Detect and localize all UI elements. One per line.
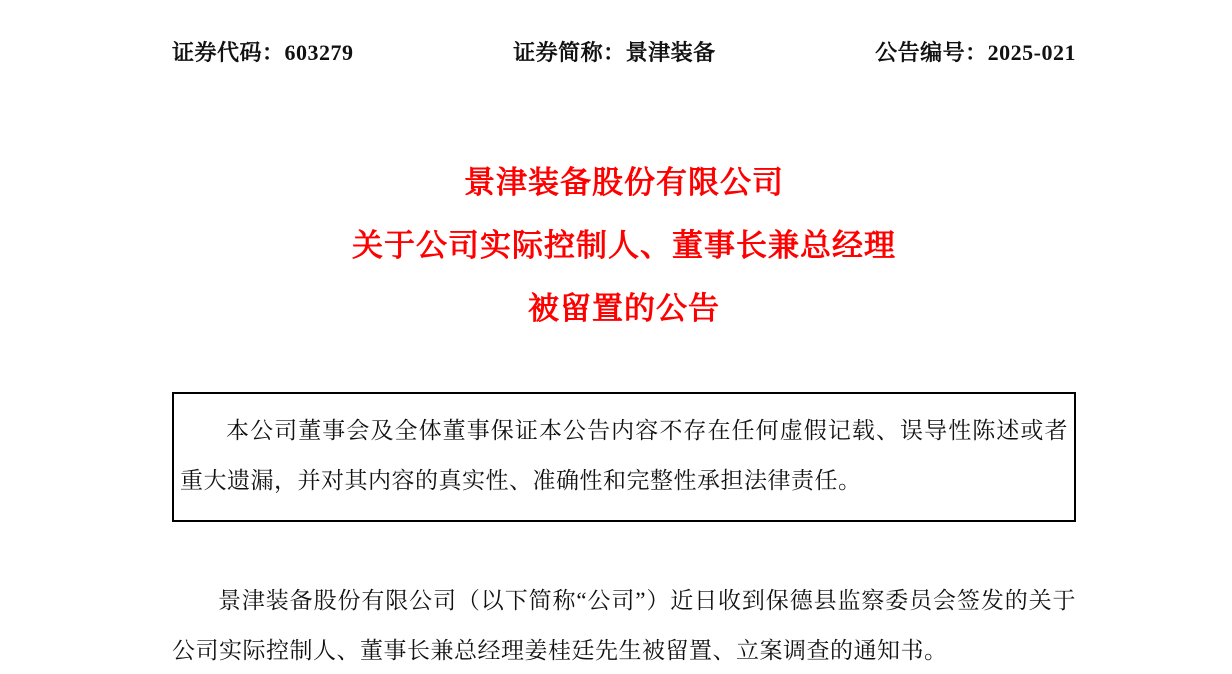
- announcement-number: 公告编号：2025-021: [875, 40, 1076, 65]
- disclaimer-text: 本公司董事会及全体董事保证本公告内容不存在任何虚假记载、误导性陈述或者重大遗漏，并对其内容的真实性、准确性和完整性承担法律责任。: [180, 418, 1068, 493]
- document-header-row: [172, 36, 1076, 67]
- body-section: [172, 576, 1076, 674]
- body-text: 景津装备股份有限公司（以下简称“公司”）近日收到保德县监察委员会签发的关于公司实际控制人、董事长兼总经理姜桂廷先生被留置、立案调查的通知书。: [172, 588, 1076, 663]
- title-line-2: 关于公司实际控制人、董事长兼总经理: [352, 228, 896, 263]
- stock-code: 证券代码：603279: [172, 40, 354, 65]
- announcement-title: [172, 151, 1076, 340]
- title-line-1: 景津装备股份有限公司: [464, 165, 784, 200]
- document-content: [172, 0, 1076, 674]
- disclaimer-box: [172, 392, 1076, 522]
- title-line-3: 被留置的公告: [528, 291, 720, 326]
- stock-short-name: 证券简称：景津装备: [513, 40, 716, 65]
